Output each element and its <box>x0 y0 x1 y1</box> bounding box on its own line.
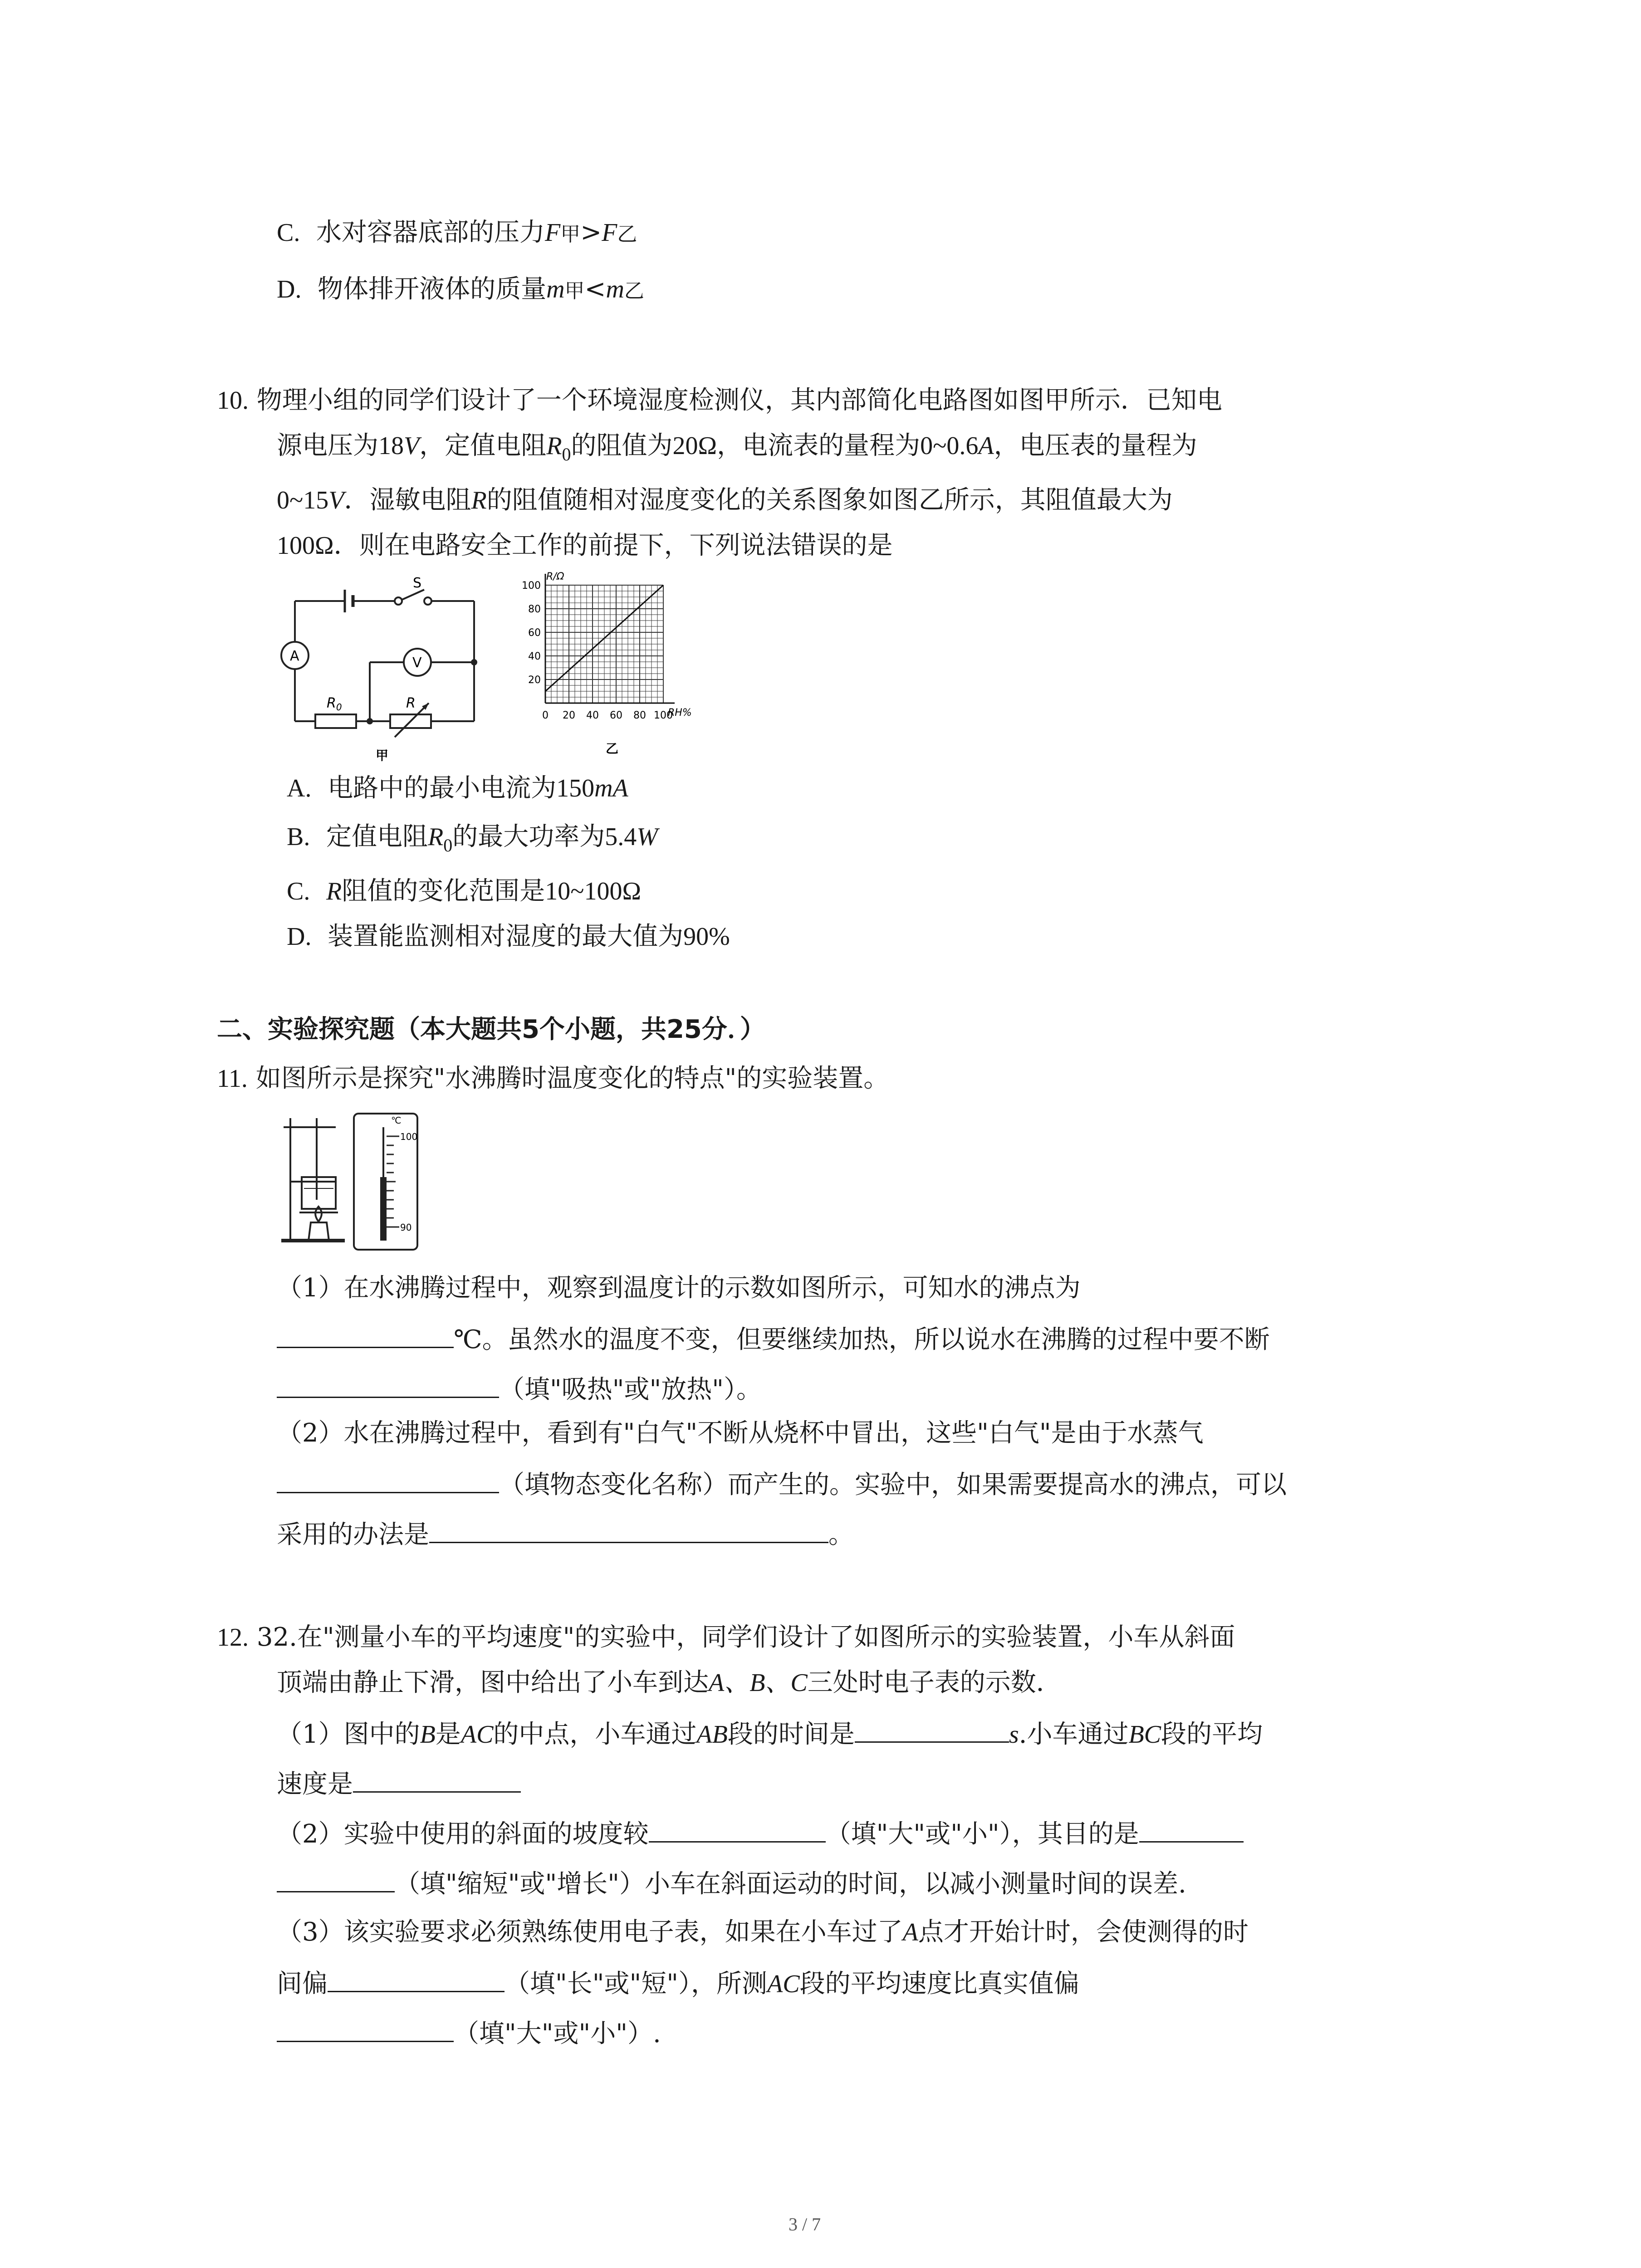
q10-option-c: C. R阻值的变化范围是10~100Ω <box>287 876 642 906</box>
y-tick-label: 60 <box>528 627 541 639</box>
r-label: R <box>406 695 416 711</box>
answer-blank[interactable] <box>277 1372 499 1398</box>
r0-label: $R_0$ <box>327 695 342 713</box>
q12-part1-line2: 速度是 <box>277 1767 521 1800</box>
q9-option-d: D. 物体排开液体的质量m甲<m乙 <box>277 274 644 304</box>
answer-blank[interactable] <box>277 2016 454 2042</box>
q11-part2-line2: （填物态变化名称）而产生的。实验中，如果需要提高水的沸点，可以 <box>277 1467 1287 1501</box>
y-tick-label: 100 <box>522 580 541 591</box>
y-tick-label: 20 <box>528 675 541 686</box>
x-tick-label: 40 <box>586 710 599 721</box>
q10-line-3: 0~15V．湿敏电阻R的阻值随相对湿度变化的关系图象如图乙所示，其阻值最大为 <box>277 485 1173 515</box>
q11-part2-line1: （2）水在沸腾过程中，看到有"白气"不断从烧杯中冒出，这些"白气"是由于水蒸气 <box>277 1418 1204 1448</box>
q10-option-d: D. 装置能监测相对湿度的最大值为90% <box>287 922 730 951</box>
q10-line-4: 100Ω．则在电路安全工作的前提下，下列说法错误的是 <box>277 531 893 560</box>
thermometer-tick-90: 90 <box>400 1222 412 1233</box>
q11-part2-line3: 采用的办法是 。 <box>277 1517 854 1551</box>
q12-part1-line1: （1）图中的B是AC的中点，小车通过AB段的时间是 s.小车通过BC段的平均 <box>277 1717 1263 1750</box>
q10-line-2: 源电压为18V，定值电阻$R_0$的阻值为20Ω，电流表的量程为0~0.6A，电压表的量程为 <box>277 431 1197 464</box>
q12-line2: 顶端由静止下滑，图中给出了小车到达A、B、C三处时电子表的示数． <box>277 1668 1062 1697</box>
answer-blank[interactable] <box>277 1322 454 1348</box>
chart-caption: 乙 <box>606 741 619 756</box>
x-tick-label: 100 <box>654 710 673 721</box>
page-number: 3 / 7 <box>789 2214 821 2234</box>
q12-line1: 12. 32.在"测量小车的平均速度"的实验中，同学们设计了如图所示的实验装置，小车从斜面 <box>217 1623 1235 1652</box>
chart-x-label: RH% <box>668 707 692 719</box>
answer-blank[interactable] <box>277 1867 395 1892</box>
voltmeter-label: V <box>412 655 422 671</box>
x-tick-label: 20 <box>563 710 575 721</box>
chart-y-label: R/Ω <box>546 571 564 582</box>
q10-option-a: A. 电路中的最小电流为150mA <box>287 773 628 803</box>
q10-line-1: 10. 物理小组的同学们设计了一个环境湿度检测仪，其内部简化电路图如图甲所示．已知电 <box>217 386 1222 415</box>
section-heading: 二、实验探究题（本大题共5个小题，共25分．） <box>217 1015 765 1044</box>
q10-option-b: B. 定值电阻$R_0$的最大功率为5.4W <box>287 822 658 855</box>
q11-part1-line3: （填"吸热"或"放热"）。 <box>277 1372 762 1406</box>
thermometer-unit: ℃ <box>391 1115 402 1126</box>
x-tick-label: 0 <box>542 710 549 721</box>
q12-part3-line3: （填"大"或"小"）. <box>277 2016 661 2050</box>
q11-part1-line1: （1）在水沸腾过程中，观察到温度计的示数如图所示，可知水的沸点为 <box>277 1273 1081 1303</box>
x-tick-label: 60 <box>610 710 622 721</box>
answer-blank[interactable] <box>649 1817 826 1843</box>
answer-blank[interactable] <box>277 1467 499 1493</box>
boiling-apparatus-figure <box>277 1109 431 1254</box>
switch-label: S <box>413 576 422 591</box>
q12-part3-line2: 间偏 （填"长"或"短"），所测AC段的平均速度比真实值偏 <box>277 1966 1079 2000</box>
y-tick-label: 80 <box>528 604 541 615</box>
answer-blank[interactable] <box>429 1517 828 1543</box>
thermometer-tick-100: 100 <box>400 1131 418 1142</box>
answer-blank[interactable] <box>328 1966 505 1992</box>
ammeter-label: A <box>290 648 299 664</box>
x-tick-label: 80 <box>633 710 646 721</box>
circuit-caption: 甲 <box>376 748 389 763</box>
q12-part3-line1: （3）该实验要求必须熟练使用电子表，如果在小车过了A点才开始计时，会使测得的时 <box>277 1917 1249 1947</box>
answer-blank[interactable] <box>1139 1817 1244 1843</box>
q11-stem: 11. 如图所示是探究"水沸腾时温度变化的特点"的实验装置。 <box>217 1064 889 1093</box>
q9-option-c: C. 水对容器底部的压力F甲>F乙 <box>277 218 637 247</box>
y-tick-label: 40 <box>528 651 541 662</box>
q12-part2-line1: （2）实验中使用的斜面的坡度较 （填"大"或"小"），其目的是 <box>277 1817 1244 1850</box>
answer-blank[interactable] <box>353 1767 521 1793</box>
q12-part2-line2: （填"缩短"或"增长"）小车在斜面运动的时间，以减小测量时间的误差. <box>277 1867 1186 1900</box>
circuit-diagram <box>272 576 490 767</box>
q11-part1-line2: ℃。虽然水的温度不变，但要继续加热，所以说水在沸腾的过程中要不断 <box>277 1322 1270 1356</box>
humidity-resistance-chart <box>508 567 735 776</box>
mercury-column <box>380 1177 387 1241</box>
answer-blank[interactable] <box>855 1717 1009 1743</box>
